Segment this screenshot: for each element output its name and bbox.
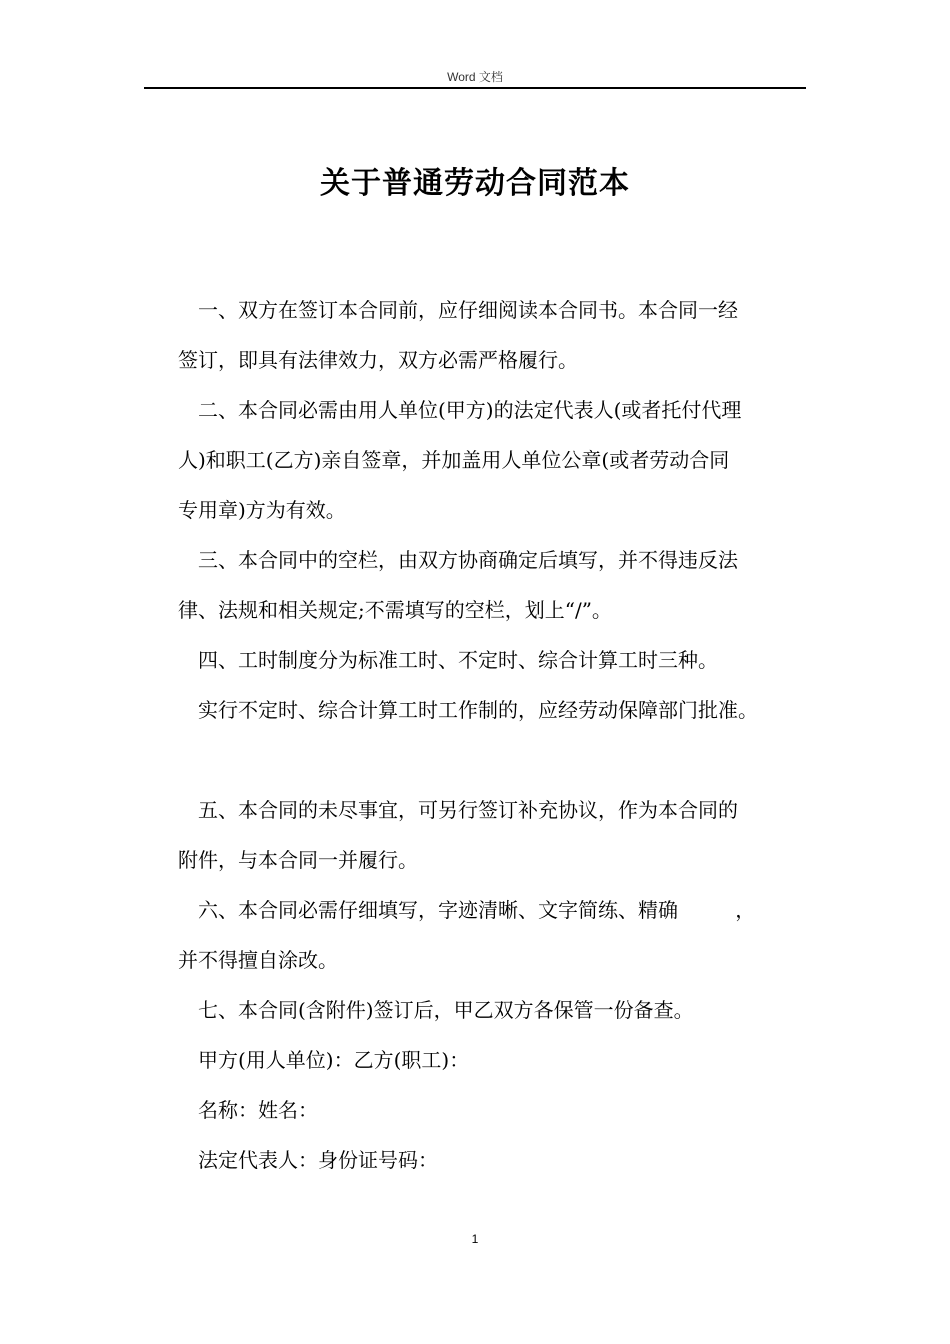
paragraph-line: 律、法规和相关规定;不需填写的空栏，划上“/”。 bbox=[178, 598, 612, 622]
paragraph-line: 签订，即具有法律效力，双方必需严格履行。 bbox=[178, 348, 578, 372]
blank-line bbox=[178, 740, 818, 790]
paragraph-line: 七、本合同(含附件)签订后，甲乙双方各保管一份备查。 bbox=[198, 998, 694, 1022]
signature-line-parties: 甲方(用人单位)：乙方(职工)： bbox=[198, 1048, 470, 1072]
paragraph-line: 四、工时制度分为标准工时、不定时、综合计算工时三种。 bbox=[198, 648, 718, 672]
paragraph-line: 专用章)方为有效。 bbox=[178, 498, 346, 522]
paragraph-line: 实行不定时、综合计算工时工作制的，应经劳动保障部门批准。 bbox=[198, 698, 758, 722]
paragraph-line: 六、本合同必需仔细填写，字迹清晰、文字简练、精确 ， bbox=[198, 898, 756, 922]
document-title: 关于普通劳动合同范本 bbox=[320, 166, 630, 201]
page-number: 1 bbox=[471, 1232, 479, 1246]
paragraph-line: 三、本合同中的空栏，由双方协商确定后填写，并不得违反法 bbox=[198, 548, 738, 572]
paragraph-line: 人)和职工(乙方)亲自签章，并加盖用人单位公章(或者劳动合同 bbox=[178, 448, 730, 472]
signature-line-representative: 法定代表人：身份证号码： bbox=[198, 1148, 438, 1172]
paragraph-line: 二、本合同必需由用人单位(甲方)的法定代表人(或者托付代理 bbox=[198, 398, 742, 422]
page-header: Word 文档 bbox=[447, 70, 503, 84]
paragraph-line: 五、本合同的未尽事宜，可另行签订补充协议，作为本合同的 bbox=[198, 798, 738, 822]
paragraph-line: 一、双方在签订本合同前，应仔细阅读本合同书。本合同一经 bbox=[198, 298, 738, 322]
header-divider bbox=[144, 87, 806, 89]
paragraph-line: 并不得擅自涂改。 bbox=[178, 948, 338, 972]
paragraph-line: 附件，与本合同一并履行。 bbox=[178, 848, 418, 872]
signature-line-name: 名称：姓名： bbox=[198, 1098, 318, 1122]
document-body bbox=[178, 290, 818, 1190]
